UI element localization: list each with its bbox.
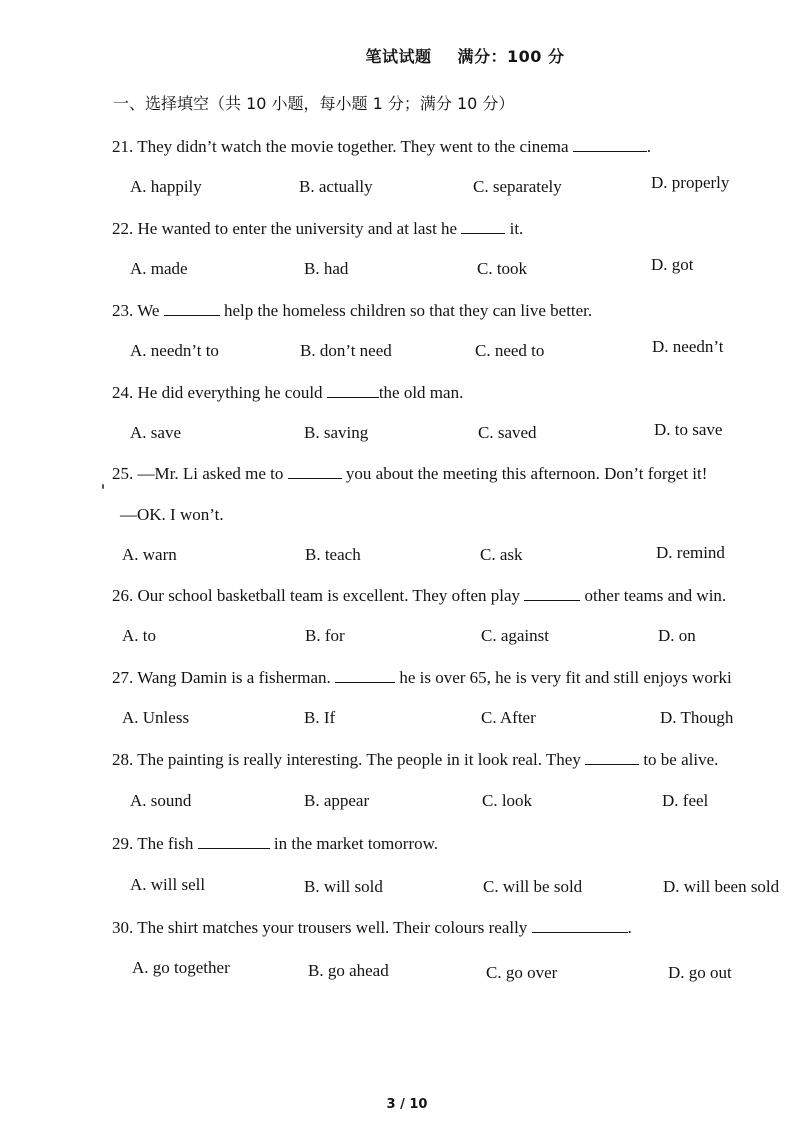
option-c: C. After (481, 708, 536, 727)
question-number: 21. (112, 137, 134, 156)
question-text-end: other teams and win. (584, 586, 727, 605)
option-c: C. need to (475, 341, 545, 360)
option-b: B. actually (299, 177, 373, 196)
option-b: B. for (305, 626, 345, 645)
question-21 (112, 136, 651, 157)
option-c: C. saved (478, 423, 537, 442)
option-d: D. needn’t (652, 337, 724, 356)
question-text-end: in the market tomorrow. (273, 834, 439, 853)
question-26 (112, 585, 726, 606)
answer-blank (532, 917, 628, 933)
question-text: Wang Damin is a fisherman. (137, 668, 331, 687)
question-text: He did everything he could (137, 383, 323, 402)
option-c: C. will be sold (483, 877, 583, 896)
answer-blank (164, 300, 220, 316)
question-text: We (137, 301, 160, 320)
question-25 (112, 463, 707, 484)
option-d: D. to save (654, 420, 723, 439)
option-d: D. Though (660, 708, 734, 727)
scan-speck (102, 484, 104, 489)
question-text: He wanted to enter the university and at last he (137, 219, 458, 238)
answer-blank (461, 218, 505, 234)
option-b: B. If (304, 708, 336, 727)
option-a: A. sound (130, 791, 192, 810)
option-b: B. will sold (304, 877, 383, 896)
question-text-end: . (627, 918, 632, 937)
option-a: A. made (130, 259, 188, 278)
option-b: B. teach (305, 545, 361, 564)
option-a: A. Unless (122, 708, 190, 727)
question-number: 26. (112, 586, 134, 605)
question-text-end: . (646, 137, 652, 156)
question-number: 28. (112, 750, 134, 769)
option-a: A. save (130, 423, 181, 442)
option-c: C. look (482, 791, 533, 810)
question-text: The shirt matches your trousers well. Their colours really (137, 918, 528, 937)
option-a: A. warn (122, 545, 177, 564)
option-d: D. properly (651, 173, 730, 192)
question-24 (112, 382, 463, 403)
question-number: 29. (112, 834, 134, 853)
answer-blank (288, 463, 342, 479)
page-title (0, 44, 794, 67)
question-text: Our school basketball team is excellent. They often play (137, 586, 521, 605)
title-text: 笔试试题 (365, 47, 432, 66)
option-c: C. separately (473, 177, 562, 196)
option-a: A. go together (132, 958, 230, 977)
question-text: The fish (137, 834, 194, 853)
question-text-end: the old man. (378, 383, 464, 402)
option-b: B. appear (304, 791, 370, 810)
option-b: B. saving (304, 423, 369, 442)
option-d: D. feel (662, 791, 709, 810)
answer-blank (524, 585, 580, 601)
option-d: D. remind (656, 543, 725, 562)
option-c: C. against (481, 626, 549, 645)
option-c: C. took (477, 259, 528, 278)
option-d: D. go out (668, 963, 732, 982)
answer-blank (585, 749, 639, 765)
question-number: 24. (112, 383, 134, 402)
page-number: 3 / 10 (386, 1097, 428, 1112)
question-text-end: to be alive. (643, 750, 719, 769)
question-number: 30. (112, 918, 134, 937)
question-number: 23. (112, 301, 134, 320)
answer-blank (198, 833, 270, 849)
option-b: B. go ahead (308, 961, 389, 980)
question-text-end: it. (509, 219, 524, 238)
question-number: 22. (112, 219, 134, 238)
question-text: They didn’t watch the movie together. They went to the cinema (137, 137, 569, 156)
question-text-end: he is over 65, he is very fit and still enjoys worki (399, 668, 732, 687)
option-b: B. don’t need (300, 341, 392, 360)
option-a: A. will sell (130, 875, 206, 894)
question-29 (112, 833, 438, 854)
question-number: 27. (112, 668, 134, 687)
question-23 (112, 300, 592, 321)
dialogue-reply: —OK. I won’t. (120, 505, 224, 524)
option-a: A. to (122, 626, 156, 645)
section-heading: 一、选择填空（共 10 小题，每小题 1 分；满分 10 分） (113, 94, 515, 113)
question-text-end: you about the meeting this afternoon. Don’t forget it! (345, 464, 708, 483)
question-text: The painting is really interesting. The people in it look real. They (137, 750, 581, 769)
answer-blank (573, 136, 647, 152)
question-28 (112, 749, 718, 770)
answer-blank (335, 667, 395, 683)
question-number: 25. (112, 464, 134, 483)
question-text-end: help the homeless children so that they can live better. (223, 301, 593, 320)
question-22 (112, 218, 523, 239)
option-d: D. will been sold (663, 877, 780, 896)
option-d: D. on (658, 626, 696, 645)
option-c: C. ask (480, 545, 523, 564)
option-a: A. happily (130, 177, 202, 196)
option-c: C. go over (486, 963, 558, 982)
question-27 (112, 667, 732, 688)
option-a: A. needn’t to (130, 341, 219, 360)
answer-blank (327, 382, 379, 398)
question-30 (112, 917, 632, 938)
total-score: 满分：100 分 (457, 47, 565, 66)
question-text: —Mr. Li asked me to (137, 464, 284, 483)
option-d: D. got (651, 255, 694, 274)
option-b: B. had (304, 259, 349, 278)
